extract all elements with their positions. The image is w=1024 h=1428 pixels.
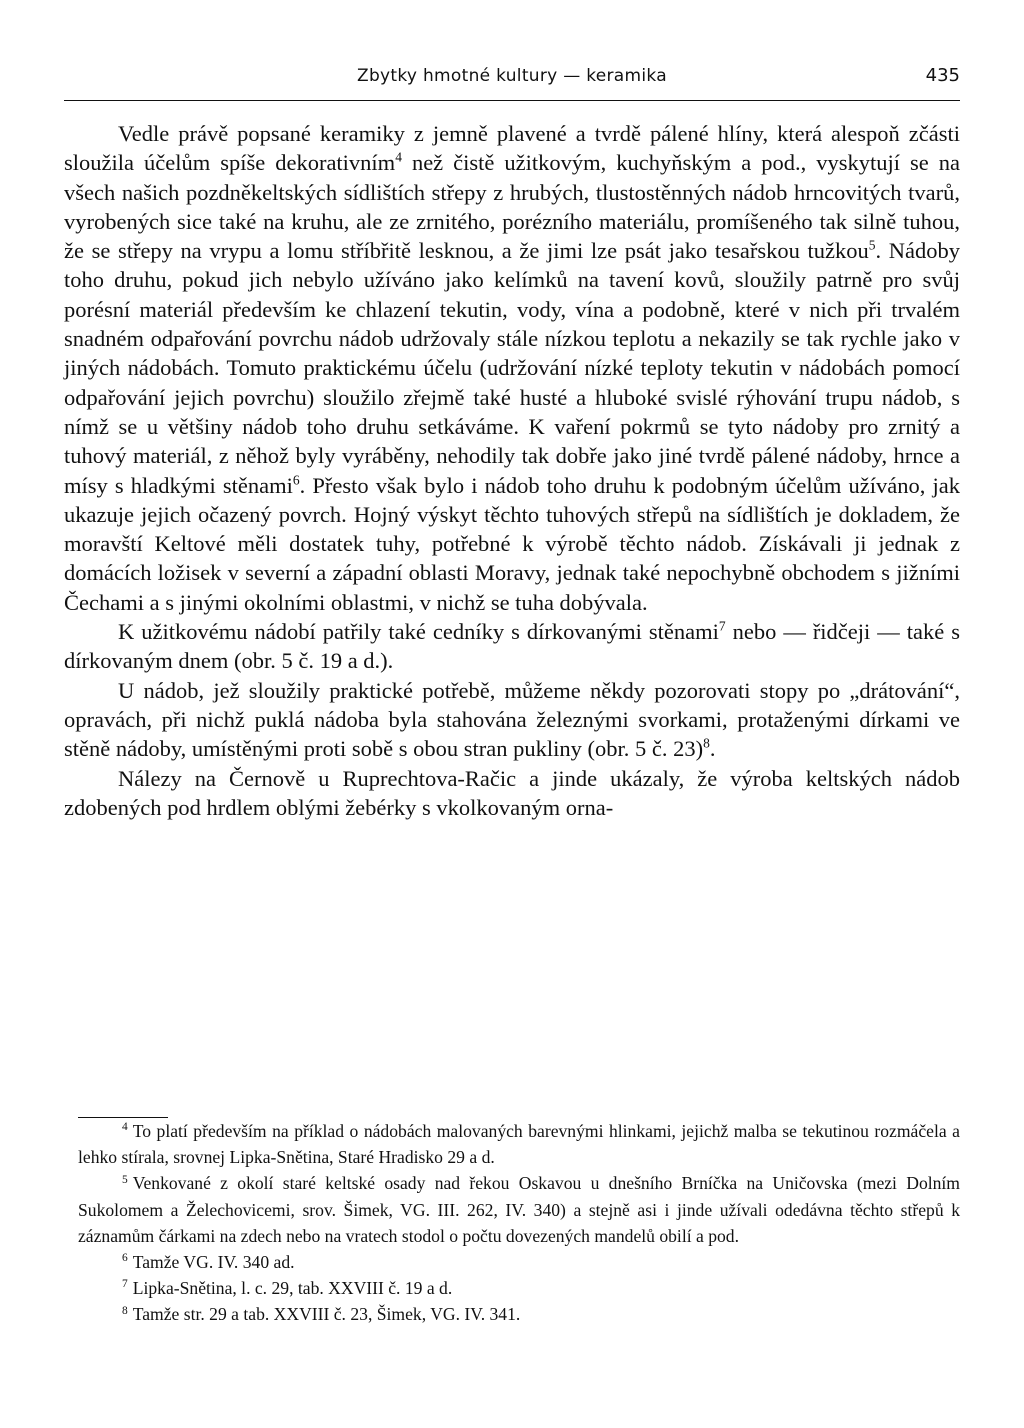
paragraph-text: U nádob, jež sloužily praktické potřebě, můžeme někdy pozorovati stopy po „drátování“, opravách, při nichž puklá nádoba byla stahována železnými svorkami, protaženými dírkami ve stěně nádoby, umístěnými proti sobě s obou stran pukliny (obr. 5 č. 23) <box>64 677 960 762</box>
footnote-marker: 4 <box>122 1121 128 1134</box>
footnote-text: Venkované z okolí staré keltské osady nad řekou Oskavou u dnešního Brníčka na Uničovska (mezi Dolním Sukolomem a Želechovicemi, srov. Šimek, VG. III. 262, IV. 340) a stejně asi i jinde užívali odedávna těchto střepů k záznamům čárkami na zdech nebo na vratech stodol o počtu dovezených mandelů obilí a pod. <box>78 1173 960 1246</box>
footnote-ref-4: 4 <box>395 149 402 165</box>
paragraph-text: . <box>709 736 716 762</box>
footnote-text: Tamže VG. IV. 340 ad. <box>132 1252 295 1273</box>
footnote-text: Lipka-Snětina, l. c. 29, tab. XXVIII č. 19 a d. <box>132 1278 453 1299</box>
paragraph-text: Vedle právě popsané keramiky z jemně plavené a tvrdě pálené hlíny, která alespoň zčásti sloužila účelům spíše dekorativním <box>64 121 960 176</box>
paragraph-text: . Přesto však bylo i nádob toho druhu k podobným účelům užíváno, jak ukazuje jejich očazený povrch. Hojný výskyt těchto tuhových střepů na sídlištích je dokladem, že moravští Keltové měli dostatek tuhy, potřebné k výrobě těchto nádob. Získávali ji jednak z domácích ložisek v severní a západní oblasti Moravy, jednak také nepochybně obchodem s jižními Čechami a s jinými okolními oblastmi, v nichž se tuha dobývala. <box>64 472 960 615</box>
paragraph-3 <box>64 676 960 764</box>
paragraph-4 <box>64 764 960 823</box>
main-text <box>64 119 960 822</box>
footnote-ref-8: 8 <box>703 735 710 751</box>
footnote-ref-7: 7 <box>718 618 726 634</box>
paragraph-2 <box>64 617 960 676</box>
page-number: 435 <box>925 65 960 86</box>
paragraph-text: než čistě užitkovým, kuchyňským a pod., vyskytují se na všech našich pozdněkeltských sídlištích střepy z hrubých, tlustostěnných nádob hrncovitých tvarů, vyrobených sice také na kruhu, ale ze zrnitého, porézního materiálu, promíšeného tak silně tuhou, že se střepy na vrypu a lomu stříbřitě lesknou, a že jimi lze psát jako tesařskou tužkou <box>64 150 960 264</box>
footnote-marker: 8 <box>122 1304 128 1317</box>
footnote-text: Tamže str. 29 a tab. XXVIII č. 23, Šimek, VG. IV. 341. <box>132 1304 521 1325</box>
footnote-marker: 5 <box>122 1173 128 1186</box>
footnote-marker: 6 <box>122 1252 128 1265</box>
footnote-text: To platí především na příklad o nádobách malovaných barevnými hlinkami, jejichž malba se tekutinou rozmáčela a lehko stírala, srovnej Lipka-Snětina, Staré Hradisko 29 a d. <box>78 1121 960 1168</box>
footnote-8 <box>78 1301 960 1327</box>
paragraph-text: nebo — řidčeji — také s dírkovaným dnem (obr. 5 č. 19 a d.). <box>64 619 961 674</box>
footnote-5 <box>78 1170 960 1249</box>
footnote-7 <box>78 1275 960 1301</box>
footnotes <box>78 1118 960 1328</box>
paragraph-text: Nálezy na Černově u Ruprechtova-Račic a jinde ukázaly, že výroba keltských nádob zdobených pod hrdlem oblými žebérky s vkolkovaným orna- <box>64 765 960 820</box>
paragraph-1 <box>64 119 960 617</box>
footnote-marker: 7 <box>122 1278 128 1291</box>
footnote-4 <box>78 1118 960 1170</box>
footnote-ref-6: 6 <box>292 472 300 488</box>
footnote-6 <box>78 1249 960 1275</box>
running-title: Zbytky hmotné kultury — keramika <box>357 66 667 86</box>
paragraph-text: K užitkovému nádobí patřily také cedníky s dírkovanými stěnami <box>118 619 719 645</box>
paragraph-text: . Nádoby toho druhu, pokud jich nebylo užíváno jako kelímků na tavení kovů, sloužily patrně pro svůj porésní materiál především ke chlazení tekutin, vody, vína a podobně, které v nich při trvalém snadném odpařování povrchu nádob udržovaly stále nízkou teplotu a nekazily se tak rychle jako v jiných nádobách. Tomuto praktickému účelu (udržování nízké teploty tekutin v nádobách pomocí odpařování jejich povrchu) sloužilo zřejmě také husté a hluboké svislé rýhování trupu nádob, s nímž se u většiny nádob toho druhu setkáváme. K vaření pokrmů se tyto nádoby pro zrnitý a tuhový materiál, z něhož byly vyráběny, nehodily tak dobře jako jiné tvrdě pálené nádoby, hrnce a mísy s hladkými stěnami <box>64 238 960 498</box>
footnote-ref-5: 5 <box>868 237 876 253</box>
page-header <box>64 64 960 101</box>
